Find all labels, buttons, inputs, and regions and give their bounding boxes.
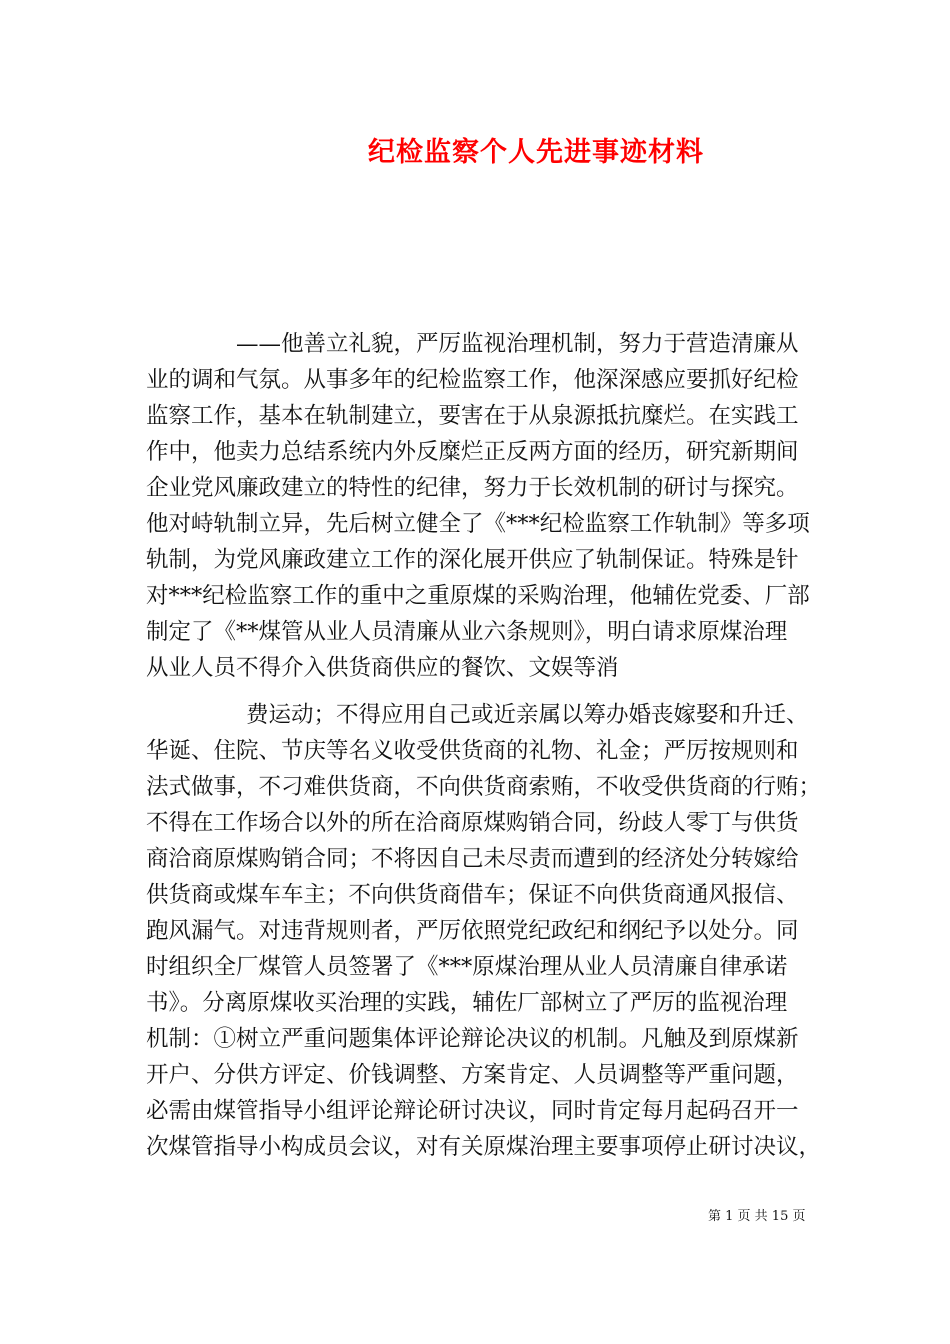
text-line: 法式做事，不刁难供货商，不向供货商索贿，不收受供货商的行贿； bbox=[146, 774, 822, 800]
text-line: ——他善立礼貌，严厉监视治理机制，努力于营造清廉从 bbox=[236, 331, 799, 357]
text-line: 费运动；不得应用自己或近亲属以筹办婚丧嫁娶和升迁、 bbox=[246, 702, 809, 728]
text-line: 企业党风廉政建立的特性的纪律，努力于长效机制的研讨与探究。 bbox=[146, 475, 799, 501]
text-line: 从业人员不得介入供货商供应的餐饮、文娱等消 bbox=[146, 655, 619, 681]
text-line: 对***纪检监察工作的重中之重原煤的采购治理，他辅佐党委、厂部 bbox=[146, 583, 810, 609]
text-line: 机制：①树立严重问题集体评论辩论决议的机制。凡触及到原煤新 bbox=[146, 1026, 799, 1052]
text-line: 不得在工作场合以外的所在洽商原煤购销合同，纷歧人零丁与供货 bbox=[146, 810, 799, 836]
text-line: 他对峙轨制立异，先后树立健全了《***纪检监察工作轨制》等多项 bbox=[146, 511, 810, 537]
text-line: 书》。分离原煤收买治理的实践，辅佐厂部树立了严厉的监视治理 bbox=[146, 990, 788, 1016]
page-footer: 第 1 页 共 15 页 bbox=[708, 1209, 806, 1224]
text-line: 开户、分供方评定、价钱调整、方案肯定、人员调整等严重问题， bbox=[146, 1062, 799, 1088]
text-line: 供货商或煤车车主；不向供货商借车；保证不向供货商通风报信、 bbox=[146, 882, 799, 908]
text-line: 制定了《**煤管从业人员清廉从业六条规则》，明白请求原煤治理 bbox=[146, 619, 788, 645]
text-line: 业的调和气氛。从事多年的纪检监察工作，他深深感应要抓好纪检 bbox=[146, 367, 799, 393]
text-line: 作中，他卖力总结系统内外反糜烂正反两方面的经历，研究新期间 bbox=[146, 439, 799, 465]
text-line: 华诞、住院、节庆等名义收受供货商的礼物、礼金；严厉按规则和 bbox=[146, 738, 799, 764]
page-title: 纪检监察个人先进事迹材料 bbox=[368, 137, 704, 168]
text-line: 监察工作，基本在轨制建立，要害在于从泉源抵抗糜烂。在实践工 bbox=[146, 403, 799, 429]
text-line: 商洽商原煤购销合同；不将因自己未尽责而遭到的经济处分转嫁给 bbox=[146, 846, 799, 872]
text-line: 时组织全厂煤管人员签署了《***原煤治理从业人员清廉自律承诺 bbox=[146, 954, 788, 980]
text-line: 次煤管指导小构成员会议，对有关原煤治理主要事项停止研讨决议， bbox=[146, 1134, 822, 1160]
text-line: 跑风漏气。对违背规则者，严厉依照党纪政纪和纲纪予以处分。同 bbox=[146, 918, 799, 944]
text-line: 轨制，为党风廉政建立工作的深化展开供应了轨制保证。特殊是针 bbox=[146, 547, 799, 573]
text-line: 必需由煤管指导小组评论辩论研讨决议，同时肯定每月起码召开一 bbox=[146, 1098, 799, 1124]
